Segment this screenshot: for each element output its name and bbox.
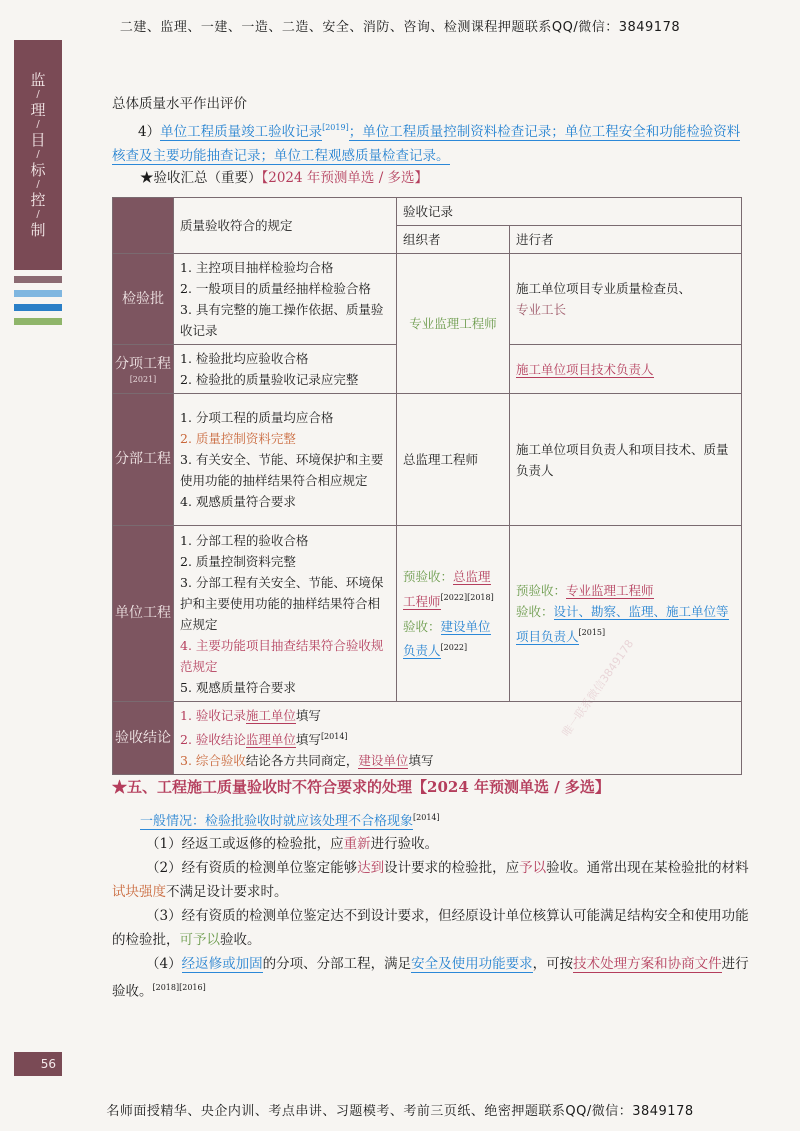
rule-line: 1. 检验批均应验收合格 [180,351,309,366]
row-head: 检验批 [113,254,174,345]
executor-cell [510,345,742,394]
header-rule: 质量验收符合的规定 [174,198,397,254]
header-organizer: 组织者 [397,226,510,254]
p2-key: 达到 [357,860,385,876]
rule-line: 4. 主要功能项目抽查结果符合验收规范规定 [180,637,384,674]
year-tag: [2018][2016] [152,983,206,992]
year-tag: [2022][2018] [440,593,494,603]
section-5-tag: 【2024 年预测单选 / 多选】 [412,778,610,796]
conclusion-party: 监理单位 [245,732,296,748]
executor-cell [510,254,742,345]
summary-title-text: ★验收汇总（重要） [140,170,262,186]
rule-line: 2. 一般项目的质量经抽样检验合格 [180,281,371,296]
p2-text: （2）经有资质的检测单位鉴定能够 [146,860,358,876]
conclusion-suffix: 填写 [295,732,321,748]
acceptance-organizer: 建设单位负责人 [403,618,491,658]
p3-text: 验收。 [220,932,261,948]
p2-text: 验收。通常出现在某检验批的材料 [546,860,749,876]
section-5-heading: ★五、工程施工质量验收时不符合要求的处理 [112,778,413,796]
row-head-year: [2021] [129,374,157,384]
side-stripe [14,304,62,311]
rule-line: 2. 质量控制资料完整 [180,431,296,446]
row-head: 验收结论 [113,702,174,775]
rule-line: 1. 主控项目抽样检验均合格 [180,260,334,275]
conclusion-suffix: 填写 [295,708,321,723]
pre-acceptance-label: 预验收： [403,569,454,585]
side-tab-slash: / [36,149,40,160]
pre-acceptance-executor: 专业监理工程师 [566,583,654,599]
p4-key: 经返修或加固 [181,956,263,972]
summary-title [140,166,428,190]
p3-text: （3）经有资质的检测单位鉴定达不到设计要求，但经原设计单位核算认可能满足结构安全和使用功能的检验批， [112,908,749,948]
year-tag: [2022] [440,642,468,652]
rule-line: 1. 分项工程的质量均应合格 [180,410,334,425]
executor-line: 施工单位项目技术负责人 [516,361,654,377]
p1-key: 重新 [343,836,371,852]
p4-text: （4） [146,956,182,972]
rule-line: 1. 分部工程的验收合格 [180,532,309,548]
p4-text: ，可按 [532,956,574,972]
chapter-side-tab [14,40,62,270]
header-executor: 进行者 [510,226,742,254]
rule-line: 3. 有关安全、节能、环境保护和主要使用功能的抽样结果符合相应规定 [180,452,384,488]
item-4 [112,116,752,168]
conclusion-party: 建设单位 [358,753,409,769]
paragraph-2 [112,856,752,904]
side-tab-char: 目 [30,131,46,149]
paragraph-4 [112,952,752,1004]
conclusion-item: 3. 综合验收 [180,753,246,769]
acceptance-executor: 设计、勘察、监理、施工单位等项目负责人 [516,604,729,644]
page-number: 56 [14,1052,62,1076]
year-tag: [2014] [413,813,440,822]
p1-text: 进行验收。 [370,836,439,852]
conclusion-text: 结论各方共同商定， [245,753,359,769]
p4-text: 进行验收。 [112,956,749,1000]
organizer-cell: 专业监理工程师 [397,254,510,394]
side-tab-char: 控 [30,191,46,209]
side-tab-char: 理 [30,101,46,119]
conclusion-party: 施工单位 [245,708,296,723]
p2-key: 试块强度 [112,884,166,900]
general-case-text: 一般情况：检验批验收时就应该处理不合格现象 [140,814,414,830]
rule-cell [174,345,397,394]
year-tag: [2014] [320,732,348,741]
item-4-text-cont: ；单位工程质量控制资料检查记录；单位工程安全和功能检验资料核查及主要功能抽查记录；单位工程观感质量检查记录。 [112,123,741,164]
rule-line: 2. 检验批的质量验收记录应完整 [180,372,359,387]
table-row [113,702,742,775]
executor-line: 施工单位项目专业质量检查员、 [516,281,692,296]
p4-key: 安全及使用功能要求 [411,956,533,972]
item-4-number: 4） [138,123,161,140]
p3-key: 可予以 [179,932,220,948]
row-head-label: 分项工程 [115,355,171,372]
year-tag: [2015] [578,628,606,638]
acceptance-summary-table [112,197,742,775]
side-tab-char: 制 [30,221,46,239]
rule-line: 4. 观感质量符合要求 [180,494,296,509]
p1-text: （1）经返工或返修的检验批，应 [146,836,344,852]
rule-line: 2. 质量控制资料完整 [180,553,296,569]
executor-cell [510,526,742,702]
pre-acceptance-label: 预验收： [516,583,567,599]
conclusion-item: 2. 验收结论 [180,732,246,748]
page-footer: 名师面授精华、央企内训、考点串讲、习题模考、考前三页纸、绝密押题联系QQ/微信：3849178 [106,1104,694,1119]
item-4-text: 单位工程质量竣工验收记录 [160,123,323,140]
table-row [113,526,742,702]
side-stripe [14,318,62,325]
row-head: 分部工程 [113,394,174,526]
rule-cell [174,254,397,345]
p2-text: 不满足设计要求时。 [166,884,288,900]
p2-key: 予以 [519,860,547,876]
paragraph-3 [112,904,752,952]
side-stripe [14,276,62,283]
side-stripe [14,290,62,297]
row-head: 单位工程 [113,526,174,702]
conclusion-cell [174,702,742,775]
watermark: 唯一联系微信3849178 [559,637,637,740]
item-4-year: [2019] [322,123,349,132]
rule-cell [174,394,397,526]
table-row [113,394,742,526]
side-tab-slash: / [36,179,40,190]
acceptance-label: 验收： [403,618,441,634]
summary-title-tag: 【2024 年预测单选 / 多选】 [261,170,429,186]
row-head [113,345,174,394]
paragraph-1 [112,832,752,856]
rule-line: 3. 分部工程有关安全、节能、环境保护和主要使用功能的抽样结果符合相应规定 [180,574,384,632]
executor-line: 专业工长 [516,302,567,317]
pre-acceptance-organizer: 总监理工程师 [403,569,491,609]
rule-cell [174,526,397,702]
organizer-cell: 总监理工程师 [397,394,510,526]
side-tab-slash: / [36,89,40,100]
table-corner [113,198,174,254]
side-tab-char: 标 [30,161,46,179]
section-5-title [112,776,610,797]
p4-key: 技术处理方案和协商文件 [573,956,722,972]
p2-text: 设计要求的检验批，应 [384,860,520,876]
side-tab-char: 监 [30,71,46,89]
acceptance-label: 验收： [516,604,554,620]
conclusion-suffix: 填写 [408,753,434,769]
conclusion-item: 1. 验收记录 [180,708,246,723]
rule-line: 5. 观感质量符合要求 [180,679,296,695]
intro-line: 总体质量水平作出评价 [112,96,247,112]
page-header: 二建、监理、一建、一造、二造、安全、消防、咨询、检测课程押题联系QQ/微信：3849178 [119,20,681,35]
organizer-cell [397,526,510,702]
header-record: 验收记录 [397,198,742,226]
side-tab-slash: / [36,209,40,220]
general-case [140,806,440,834]
side-tab-slash: / [36,119,40,130]
p4-text: 的分项、分部工程，满足 [262,956,412,972]
table-row [113,254,742,345]
rule-line: 3. 具有完整的施工操作依据、质量验收记录 [180,302,384,338]
executor-cell: 施工单位项目负责人和项目技术、质量负责人 [510,394,742,526]
